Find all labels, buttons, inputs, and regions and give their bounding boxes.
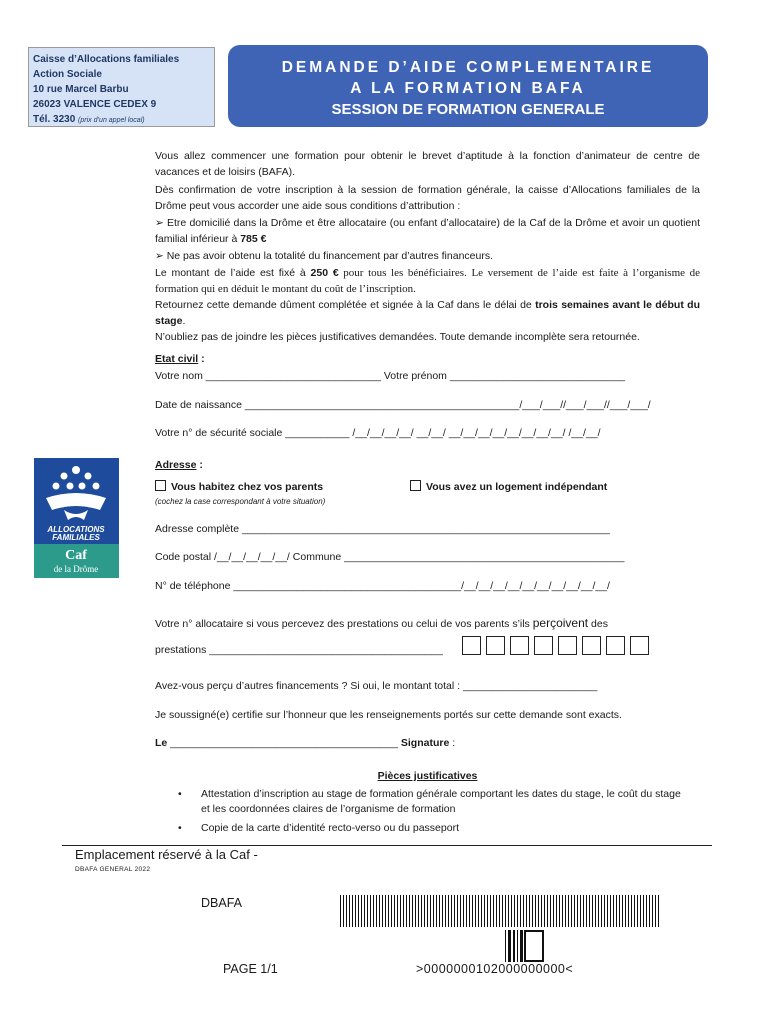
social-security-field[interactable]: Votre n° de sécurité sociale ___________ /__/__/__/__/ __/__/ __/__/__/__/__/__/__/__/ /__/__/ bbox=[155, 427, 601, 439]
org-city: 26023 VALENCE CEDEX 9 bbox=[33, 99, 157, 110]
checkbox-independent[interactable] bbox=[410, 480, 421, 491]
birthdate-field[interactable]: Date de naissance _______________________________________________/___/___//___/___//___/___/ bbox=[155, 399, 651, 411]
digit-box[interactable] bbox=[606, 636, 625, 655]
intro-text bbox=[155, 148, 700, 345]
option-parents[interactable]: Vous habitez chez vos parents bbox=[155, 481, 323, 493]
org-street: 10 rue Marcel Barbu bbox=[33, 84, 129, 95]
pieces-list bbox=[178, 787, 688, 840]
page-number: PAGE 1/1 bbox=[223, 962, 278, 976]
digit-box[interactable] bbox=[462, 636, 481, 655]
phone-field[interactable]: N° de téléphone _______________________________________/__/__/__/__/__/__/__/__/__/__/ bbox=[155, 580, 610, 592]
intro-paragraph-1: Vous allez commencer une formation pour obtenir le brevet d’aptitude à la fonction d’animateur de centre de vacances et de loisirs (BAFA). bbox=[155, 150, 700, 178]
org-phone: Tél. 3230 (prix d’un appel local) bbox=[33, 114, 145, 125]
etat-civil-heading: Etat civil : bbox=[155, 353, 205, 365]
digit-box[interactable] bbox=[582, 636, 601, 655]
caf-logo bbox=[34, 458, 119, 578]
logo-text-familiales: FAMILIALES bbox=[52, 533, 100, 542]
footer-divider bbox=[62, 845, 712, 846]
condition-1: ➢ Etre domicilié dans la Drôme et être allocataire (ou enfant d’allocataire) de la Caf de la Drôme et avoir un quotient familial inférieur à 785 € bbox=[155, 217, 700, 245]
form-title-banner bbox=[228, 45, 708, 127]
title-line-3: SESSION DE FORMATION GENERALE bbox=[331, 101, 605, 118]
intro-paragraph-3: Le montant de l’aide est fixé à 250 € pour tous les bénéficiaires. Le versement de l’aide est faite à l’organisme de formation qui en déduit le montant du coût de l’inscription. bbox=[155, 267, 701, 295]
form-id: DBAFA bbox=[201, 896, 242, 910]
intro-paragraph-4: Retournez cette demande dûment complétée et signée à la Caf dans le délai de trois semaines avant le début du stage. bbox=[155, 299, 701, 327]
pieces-heading: Pièces justificatives bbox=[377, 770, 478, 782]
intro-paragraph-2: Dès confirmation de votre inscription à la session de formation générale, la caisse d’Allocations familiales de la Drôme peut vous accorder une aide sous conditions d’attribution : bbox=[155, 184, 700, 212]
name-field[interactable]: Votre nom ______________________________ Votre prénom ______________________________ bbox=[155, 370, 626, 382]
org-dept: Action Sociale bbox=[33, 69, 102, 80]
allocataire-number-boxes[interactable] bbox=[462, 636, 649, 655]
digit-box[interactable] bbox=[630, 636, 649, 655]
digit-box[interactable] bbox=[486, 636, 505, 655]
full-address-field[interactable]: Adresse complète _______________________________________________________________ bbox=[155, 523, 610, 535]
intro-paragraph-5: N’oubliez pas de joindre les pièces justificatives demandées. Toute demande incomplète sera retournée. bbox=[155, 331, 640, 343]
logo-text-allocations: ALLOCATIONS bbox=[47, 525, 105, 534]
allocataire-label: Votre n° allocataire si vous percevez des prestations ou celui de vos parents s’ils perçoivent des bbox=[155, 616, 608, 630]
logo-text-caf: Caf bbox=[65, 548, 87, 563]
checkbox-parents[interactable] bbox=[155, 480, 166, 491]
form-code: DBAFA GENERAL 2022 bbox=[75, 866, 151, 873]
title-line-2: A LA FORMATION BAFA bbox=[350, 80, 586, 97]
logo-text-drome: de la Drôme bbox=[53, 564, 99, 574]
barcode-number: >0000000102000000000< bbox=[416, 962, 574, 976]
date-signature-row[interactable]: Le _______________________________________ Signature : bbox=[155, 737, 456, 749]
condition-2: ➢ Ne pas avoir obtenu la totalité du financement par d’autres financeurs. bbox=[155, 250, 493, 262]
postal-code-field[interactable]: Code postal /__/__/__/__/__/ Commune ________________________________________________ bbox=[155, 551, 625, 563]
reserved-area-label: Emplacement réservé à la Caf - bbox=[75, 847, 258, 862]
list-item: • Attestation d’inscription au stage de formation générale comportant les dates du stage, le coût du stage et les coordonnées claires de l’organisme de formation bbox=[178, 787, 688, 817]
other-funding-field[interactable]: Avez-vous perçu d’autres financements ? Si oui, le montant total : _______________________ bbox=[155, 680, 598, 692]
certification-text: Je soussigné(e) certifie sur l’honneur que les renseignements portés sur cette demande sont exacts. bbox=[155, 709, 622, 721]
org-name: Caisse d’Allocations familiales bbox=[33, 54, 180, 65]
option-independent[interactable]: Vous avez un logement indépendant bbox=[410, 480, 607, 493]
list-item: • Copie de la carte d’identité recto-verso ou du passeport bbox=[178, 821, 688, 836]
digit-box[interactable] bbox=[534, 636, 553, 655]
housing-options bbox=[155, 480, 715, 493]
barcode-secondary bbox=[505, 930, 545, 962]
org-address-box bbox=[28, 47, 215, 127]
digit-box[interactable] bbox=[510, 636, 529, 655]
digit-box[interactable] bbox=[558, 636, 577, 655]
adresse-heading: Adresse : bbox=[155, 459, 203, 471]
barcode bbox=[340, 895, 660, 927]
allocataire-field[interactable]: prestations ________________________________________ bbox=[155, 644, 443, 656]
title-line-1: DEMANDE D’AIDE COMPLEMENTAIRE bbox=[281, 59, 655, 76]
checkbox-note: (cochez la case correspondant à votre situation) bbox=[155, 497, 326, 506]
